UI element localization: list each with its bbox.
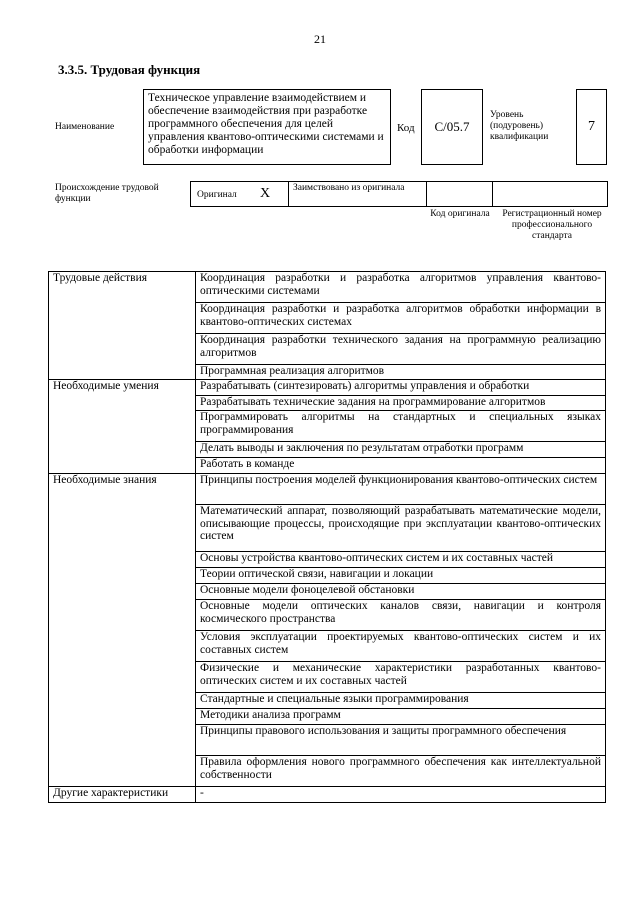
table-row: Координация разработки технического задания на программную реализацию алгоритмов (196, 334, 606, 365)
category-cell: Другие характеристики (49, 787, 196, 803)
origin-divider-1 (288, 181, 289, 207)
origin-label: Происхождение трудовой функции (55, 183, 159, 204)
table-row: Координация разработки и разработка алгоритмов управления квантово-оптическими системами (196, 272, 606, 303)
table-row: Теории оптической связи, навигации и локации (196, 568, 606, 584)
category-cell: Трудовые действия (49, 272, 196, 380)
code-box (421, 89, 483, 165)
function-name: Техническое управление взаимодействием и обеспечение взаимодействия при разработке программного обеспечения для целей управления квантово-оптическими системами и обработки информации (148, 92, 384, 156)
page-number: 21 (314, 32, 326, 46)
level-box (576, 89, 607, 165)
competency-table (48, 271, 606, 803)
table-row: Условия эксплуатации проектируемых квантово-оптических систем и их составных систем (196, 631, 606, 662)
borrowed-label: Заимствовано из оригинала (293, 183, 405, 193)
table-row: Основные модели оптических каналов связи, навигации и контроля космического пространства (196, 600, 606, 631)
category-cell: Необходимые знания (49, 474, 196, 787)
category-cell: Необходимые умения (49, 380, 196, 474)
code-value: С/05.7 (434, 119, 470, 134)
name-label: Наименование (55, 122, 115, 132)
reg-number-caption: Регистрационный номер профессионального стандарта (502, 209, 602, 241)
table-row: Программировать алгоритмы на стандартных и специальных языках программирования (196, 411, 606, 442)
section-title: 3.3.5. Трудовая функция (58, 62, 201, 77)
table-row: Программная реализация алгоритмов (196, 365, 606, 380)
table-row: Основные модели фоноцелевой обстановки (196, 584, 606, 600)
original-label: Оригинал (197, 190, 237, 200)
level-label: Уровень (подуровень) квалификации (490, 110, 549, 142)
origin-divider-2 (426, 181, 427, 207)
table-row: Правила оформления нового программного обеспечения как интеллектуальной собственности (196, 756, 606, 787)
function-name-box (143, 89, 391, 165)
table-row: Основы устройства квантово-оптических систем и их составных частей (196, 552, 606, 568)
table-row: Разрабатывать (синтезировать) алгоритмы управления и обработки (196, 380, 606, 396)
table-row: Математический аппарат, позволяющий разрабатывать математические модели, описывающие процессы, происходящие при эксплуатации квантово-оптических систем (196, 505, 606, 552)
table-row: Стандартные и специальные языки программирования (196, 693, 606, 709)
code-label: Код (397, 122, 415, 134)
origin-row (190, 181, 608, 207)
origin-divider-3 (492, 181, 493, 207)
table-row: Методики анализа программ (196, 709, 606, 725)
table-row: Принципы построения моделей функционирования квантово-оптических систем (196, 474, 606, 505)
table-row: Разрабатывать технические задания на программирование алгоритмов (196, 396, 606, 411)
table-row: Работать в команде (196, 458, 606, 474)
table-row: Делать выводы и заключения по результатам отработки программ (196, 442, 606, 458)
level-value: 7 (588, 119, 595, 134)
original-mark: X (260, 186, 271, 201)
table-row: Физические и механические характеристики разработанных квантово-оптических систем и их составных частей (196, 662, 606, 693)
code-original-caption: Код оригинала (430, 209, 490, 219)
table-row: - (196, 787, 606, 803)
table-row: Координация разработки и разработка алгоритмов обработки информации в квантово-оптических системах (196, 303, 606, 334)
table-row: Принципы правового использования и защиты программного обеспечения (196, 725, 606, 756)
